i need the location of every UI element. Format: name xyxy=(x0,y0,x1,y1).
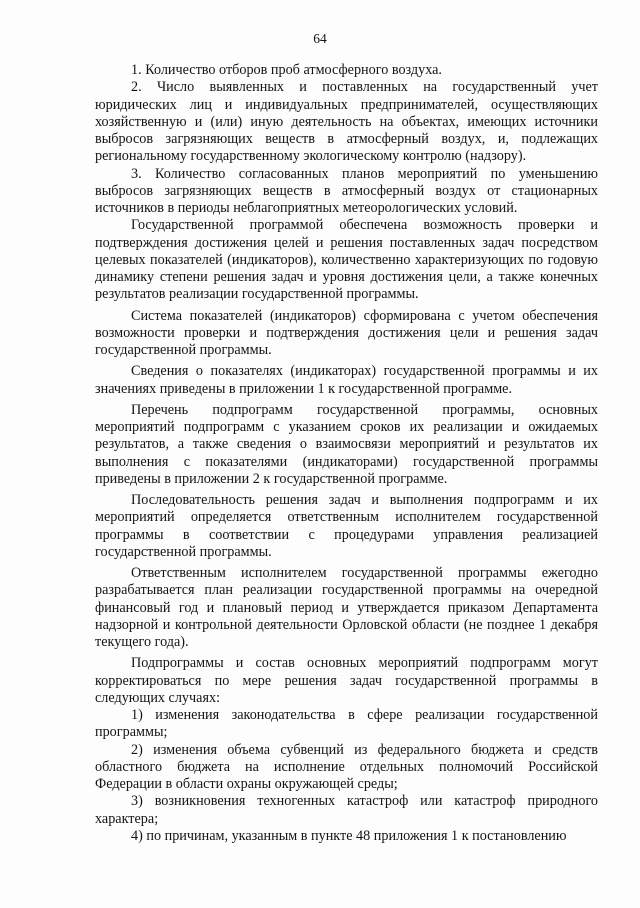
paragraph-item-1: 1. Количество отборов проб атмосферного воздуха. xyxy=(131,62,442,78)
paragraph-subprogram-list: Перечень подпрограмм государственной программы, основных мероприятий подпрограмм с указанием сроков их реализации и ожидаемых результатов, а также сведения о взаимосвязи мероприятий и результатов их выполнения с показателями (индикаторами) государственной программы приведены в приложении 2 к государственной программе. xyxy=(95,401,598,487)
paragraph-program-verification: Государственной программой обеспечена возможность проверки и подтверждения достижения целей и решения поставленных задач посредством целевых показателей (индикаторов), количественно характеризующих по годовую динамику степени решения задач и уровня достижения цели, а также конечных результатов реализации государственной программы. xyxy=(95,217,598,303)
paragraph-indicator-system: Система показателей (индикаторов) сформирована с учетом обеспечения возможности проверки и подтверждения достижения цели и решения задач государственной программы. xyxy=(95,307,598,358)
paragraph-sequence: Последовательность решения задач и выполнения подпрограмм и их мероприятий определяется ответственным исполнителем государственной программы в соответствии с процедурами управления реализацией государственной программы. xyxy=(95,492,598,560)
paragraph-item-2: 2. Число выявленных и поставленных на государственный учет юридических лиц и индивидуальных предпринимателей, осуществляющих хозяйственную и (или) иную деятельность на объектах, имеющих источники выбросов загрязняющих веществ в атмосферный воздух, и, подлежащих региональному государственному экологическому контролю (надзору). xyxy=(95,79,598,165)
paragraph-indicator-info: Сведения о показателях (индикаторах) государственной программы и их значениях приведены в приложении 1 к государственной программе. xyxy=(95,363,598,397)
page-number: 64 xyxy=(313,31,327,46)
list-item-case-2: 2) изменения объема субвенций из федерального бюджета и средств областного бюджета на исполнение отдельных полномочий Российской Федерации в области охраны окружающей среды; xyxy=(95,741,598,792)
list-item-case-4: 4) по причинам, указанным в пункте 48 приложения 1 к постановлению xyxy=(131,827,567,844)
paragraph-adjustment-cases: Подпрограммы и состав основных мероприятий подпрограмм могут корректироваться по мере решения задач государственной программы в следующих случаях: xyxy=(95,655,598,706)
paragraph-item-3: 3. Количество согласованных планов мероприятий по уменьшению выбросов загрязняющих веществ в атмосферный воздух от стационарных источников в периоды неблагоприятных метеорологических условий. xyxy=(95,165,598,216)
list-item-case-3: 3) возникновения техногенных катастроф или катастроф природного характера; xyxy=(95,793,598,827)
paragraph-annual-plan: Ответственным исполнителем государственной программы ежегодно разрабатывается план реализации государственной программы на очередной финансовый год и плановый период и утверждается приказом Департамента надзорной и контрольной деятельности Орловской области (не позднее 1 декабря текущего года). xyxy=(95,565,598,650)
list-item-case-1: 1) изменения законодательства в сфере реализации государственной программы; xyxy=(95,707,598,741)
document-body xyxy=(95,62,598,845)
